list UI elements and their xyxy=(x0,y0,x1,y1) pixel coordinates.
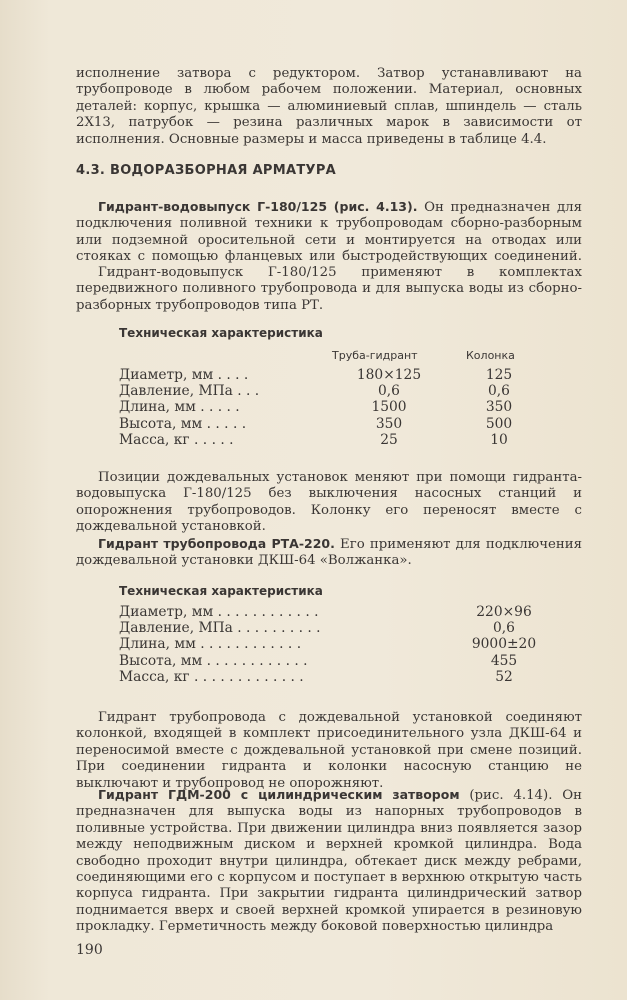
paragraph-g180-usage: Гидрант-водовыпуск Г-180/125 применяют в комплектах передвижного поливного трубопровода и для выпуска воды из сборно-разборных трубопроводов типа РТ. xyxy=(76,265,582,313)
row-label: Диаметр, мм . . . . xyxy=(119,367,249,383)
table-row xyxy=(119,620,559,636)
paragraph-positions: Позиции дождевальных установок меняют при помощи гидранта-водовыпуска Г-180/125 без выключения насосных станций и опорожнения трубопроводов. Колонку его переносят вместе с дождевальной установкой. xyxy=(76,470,582,535)
row-value-pipe: 0,6 xyxy=(378,383,400,400)
row-label: Масса, кг . . . . . . . . . . . . . xyxy=(119,668,304,685)
row-value-pipe: 25 xyxy=(380,431,398,448)
table-row xyxy=(119,399,559,415)
paragraph-rta xyxy=(76,536,582,570)
row-value: 220×96 xyxy=(476,604,532,620)
row-value-column: 0,6 xyxy=(488,383,510,400)
table1 xyxy=(119,367,559,448)
table1-col-column: Колонка xyxy=(466,349,515,362)
table2 xyxy=(119,604,559,685)
gdm-text: (рис. 4.14). Он предназначен для выпуска воды из напорных трубопроводов в поливные устройства. При движении цилиндра вниз появляется зазор между неподвижным диском и верхней кромкой цилиндра. Вода свободно проходит внутри цилиндра, обтекает диск между ребрами, соединяющими его с корпусом и поступает в верхнюю открытую часть корпуса гидранта. При закрытии гидранта цилиндрический затвор поднимается вверх и своей верхней кромкой упирается в резиновую прокладку. Герметичность между боковой поверхностью цилиндра xyxy=(76,788,582,935)
table1-caption: Техническая характеристика xyxy=(119,326,323,340)
rta-text: Его применяют для подключения дождевальной установки ДКШ-64 «Волжанка». xyxy=(76,537,582,569)
table1-col-pipe: Труба-гидрант xyxy=(332,349,418,362)
g180-title: Гидрант-водовыпуск Г-180/125 (рис. 4.13). xyxy=(98,199,418,214)
row-label: Масса, кг . . . . . xyxy=(119,431,234,448)
table-row xyxy=(119,636,559,652)
table-row xyxy=(119,367,559,383)
row-label: Давление, МПа . . . xyxy=(119,383,260,400)
row-value-pipe: 1500 xyxy=(371,399,407,416)
row-value: 455 xyxy=(490,652,518,669)
row-value-pipe: 180×125 xyxy=(356,367,422,383)
row-label: Давление, МПа . . . . . . . . . . xyxy=(119,620,321,637)
row-value: 9000±20 xyxy=(471,636,537,653)
row-label: Длина, мм . . . . . . . . . . . . xyxy=(119,636,302,653)
table-row xyxy=(119,416,559,432)
paragraph-gdm xyxy=(76,787,582,936)
row-value-column: 125 xyxy=(485,367,513,383)
row-label: Длина, мм . . . . . xyxy=(119,399,240,416)
table-row xyxy=(119,432,559,448)
g180-text: Он предназначен для подключения поливной техники к трубопроводам сборно-разборным или подземной оросительной сети и монтируется на отводах или стояках с помощью фланцевых или быстродействующих соединений. xyxy=(76,200,582,265)
paragraph-g180-intro xyxy=(76,199,582,266)
row-value: 0,6 xyxy=(493,620,515,637)
row-label: Диаметр, мм . . . . . . . . . . . . xyxy=(119,604,319,620)
paragraph-intro: исполнение затвора с редуктором. Затвор устанавливают на трубопроводе в любом рабочем положении. Материал, основных деталей: корпус, крышка — алюминиевый сплав, шпиндель — сталь 2Х13, патрубок — резина различных марок в зависимости от исполнения. Основные размеры и масса приведены в таблице 4.4. xyxy=(76,66,582,147)
row-value-column: 10 xyxy=(490,431,508,448)
rta-title: Гидрант трубопровода РТА-220. xyxy=(98,536,335,551)
page-number: 190 xyxy=(76,942,103,958)
table2-caption: Техническая характеристика xyxy=(119,584,323,598)
gdm-title: Гидрант ГДМ-200 с цилиндрическим затвором xyxy=(98,787,460,802)
row-value-pipe: 350 xyxy=(375,415,403,432)
row-value-column: 500 xyxy=(485,415,513,432)
table-row xyxy=(119,669,559,685)
table-row xyxy=(119,383,559,399)
row-value: 52 xyxy=(495,668,513,685)
row-label: Высота, мм . . . . . . . . . . . . xyxy=(119,652,308,669)
row-value-column: 350 xyxy=(485,399,513,416)
table-row xyxy=(119,604,559,620)
paragraph-rta-connection: Гидрант трубопровода с дождевальной установкой соединяют колонкой, входящей в комплект присоединительного узла ДКШ-64 и переносимой вместе с дождевальной установкой при смене позиций. При соединении гидранта и колонки насосную станцию не выключают и трубопровод не опорожняют. xyxy=(76,710,582,791)
row-label: Высота, мм . . . . . xyxy=(119,415,247,432)
table-row xyxy=(119,653,559,669)
section-heading: 4.3. ВОДОРАЗБОРНАЯ АРМАТУРА xyxy=(76,163,337,178)
